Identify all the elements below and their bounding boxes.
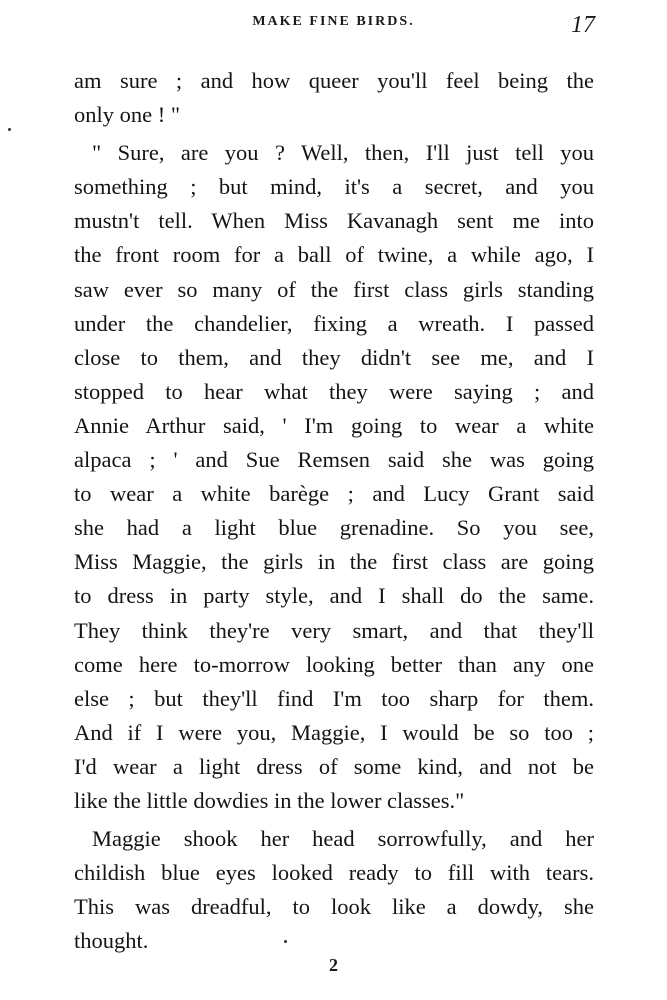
text-line: saw ever so many of the first class girls standing — [74, 276, 594, 302]
text-line: like the little dowdies in the lower classes." — [74, 787, 465, 813]
text-line: the front room for a ball of twine, a while ago, I — [74, 242, 594, 268]
text-line: Miss Maggie, the girls in the first class are going — [74, 549, 594, 575]
text-line: I'd wear a light dress of some kind, and not be — [74, 753, 594, 779]
running-title: MAKE FINE BIRDS. — [252, 14, 415, 29]
text-line: childish blue eyes looked ready to fill with tears. — [74, 860, 594, 886]
text-line: to wear a white barège ; and Lucy Grant said — [74, 481, 594, 507]
text-line: And if I were you, Maggie, I would be so too ; — [74, 719, 594, 745]
running-head — [0, 14, 667, 30]
text-line: mustn't tell. When Miss Kavanagh sent me into — [74, 208, 594, 234]
text-line: Annie Arthur said, ' I'm going to wear a white — [74, 412, 594, 438]
text-line: Maggie shook her head sorrowfully, and her — [92, 826, 594, 852]
signature-mark: 2 — [329, 955, 338, 975]
text-line: They think they're very smart, and that they'll — [74, 617, 594, 643]
text-line: am sure ; and how queer you'll feel being the — [74, 68, 594, 93]
text-line: only one ! " — [74, 102, 181, 128]
text-line: come here to-morrow looking better than any one — [74, 651, 594, 677]
text-line: else ; but they'll find I'm too sharp for them. — [74, 685, 594, 711]
text-line: close to them, and they didn't see me, and I — [74, 344, 594, 370]
text-line: stopped to hear what they were saying ; and — [74, 378, 594, 404]
page-number: 17 — [571, 12, 595, 38]
print-speck — [284, 940, 287, 943]
text-line: to dress in party style, and I shall do the same. — [74, 583, 594, 609]
text-line: " Sure, are you ? Well, then, I'll just tell you — [92, 140, 594, 166]
print-speck — [8, 128, 11, 131]
text-line: thought. — [74, 928, 149, 954]
text-line: This was dreadful, to look like a dowdy, she — [74, 894, 594, 920]
text-line: she had a light blue grenadine. So you see, — [74, 515, 594, 541]
text-line: under the chandelier, fixing a wreath. I passed — [74, 310, 594, 336]
body-text — [74, 64, 594, 958]
text-line: something ; but mind, it's a secret, and you — [74, 174, 594, 200]
text-line: alpaca ; ' and Sue Remsen said she was going — [74, 447, 594, 473]
